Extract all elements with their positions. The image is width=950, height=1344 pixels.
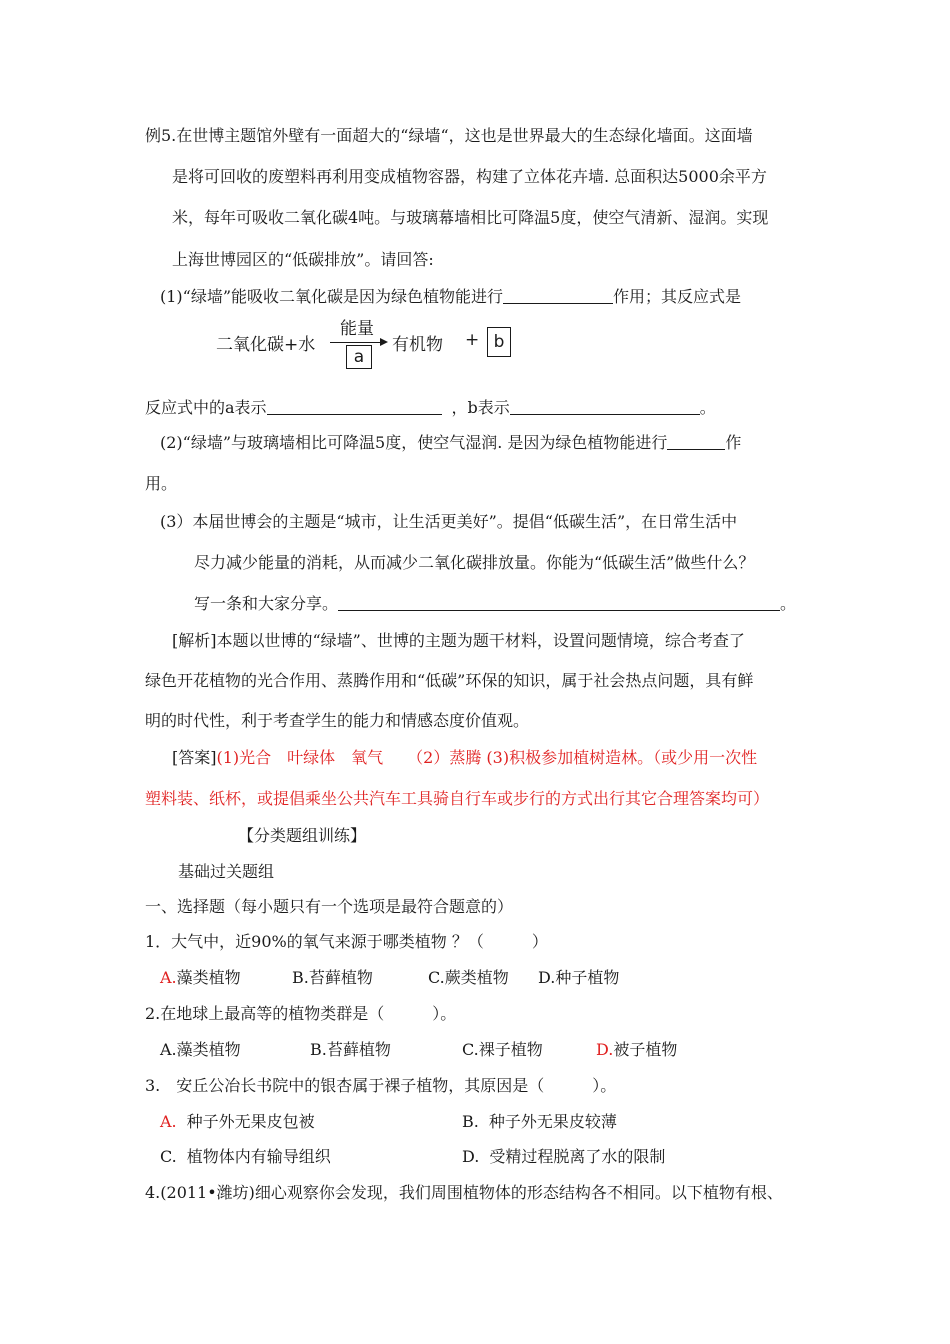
blank-b[interactable] xyxy=(510,398,700,415)
question-2-line-2: 用。 xyxy=(145,474,178,493)
option-text: 裸子植物 xyxy=(478,1040,543,1059)
equation-box-a: a xyxy=(346,345,372,369)
analysis-line-1: [解析]本题以世博的“绿墙”、世博的主题为题干材料，设置问题情境，综合考查了 xyxy=(172,631,745,650)
blank-a[interactable] xyxy=(267,398,442,415)
example-line-1: 例5.在世博主题馆外壁有一面超大的“绿墙“，这也是世界最大的生态绿化墙面。这面墙 xyxy=(145,126,753,145)
equation-energy-label: 能量 xyxy=(340,319,374,339)
option-text: 受精过程脱离了水的限制 xyxy=(489,1147,666,1166)
question-3-line-2: 尽力减少能量的消耗，从而减少二氧化碳排放量。你能为“低碳生活”做些什么？ xyxy=(194,553,755,572)
option-letter: B. xyxy=(292,968,309,987)
option-letter: D. xyxy=(462,1147,480,1166)
example-line-3: 米，每年可吸收二氧化碳4吨。与玻璃幕墙相比可降温5度，使空气清新、湿润。实现 xyxy=(172,208,769,227)
q2-option-b[interactable] xyxy=(310,1040,391,1060)
option-letter: A. xyxy=(160,1040,177,1059)
question-1b-mid: ，b表示 xyxy=(451,398,510,417)
question-1b-line xyxy=(145,398,716,418)
question-2-line-1 xyxy=(160,433,741,453)
q3-option-a[interactable] xyxy=(160,1112,315,1132)
answer-label: [答案] xyxy=(172,748,217,767)
equation-plus: + xyxy=(465,330,480,350)
option-letter: A. xyxy=(160,1112,177,1131)
option-letter: D. xyxy=(596,1040,614,1059)
option-text: 被子植物 xyxy=(613,1040,678,1059)
arrow-head-icon xyxy=(380,338,388,346)
equation-products: 有机物 xyxy=(392,335,443,355)
question-1-prefix: (1)“绿墙”能吸收二氧化碳是因为绿色植物能进行 xyxy=(160,287,504,306)
option-letter: D. xyxy=(538,968,556,987)
option-letter: C. xyxy=(462,1040,479,1059)
question-1-stem: 1．大气中，近90%的氧气来源于哪类植物 ？（ ） xyxy=(145,932,548,951)
answer-line-1 xyxy=(172,748,757,768)
blank-q3[interactable] xyxy=(338,594,780,611)
q1-option-a[interactable] xyxy=(160,968,241,988)
option-text: 苔藓植物 xyxy=(308,968,373,987)
option-text: 苔藓植物 xyxy=(326,1040,391,1059)
blank-q2[interactable] xyxy=(667,433,725,450)
answer-line-2: 塑料装、纸杯，或提倡乘坐公共汽车工具骑自行车或步行的方式出行其它合理答案均可） xyxy=(145,789,770,808)
equation-reactants: 二氧化碳+水 xyxy=(216,335,316,355)
option-text: 种子外无果皮较薄 xyxy=(488,1112,617,1131)
question-3-end: 。 xyxy=(780,594,797,613)
option-text: 蕨类植物 xyxy=(444,968,509,987)
question-3-line-1: (3）本届世博会的主题是“城市，让生活更美好”。提倡“低碳生活”，在日常生活中 xyxy=(160,512,738,531)
q2-option-d[interactable] xyxy=(596,1040,677,1060)
equation-arrow xyxy=(330,342,380,343)
question-2-suffix: 作 xyxy=(725,433,742,452)
question-3-prefix: 写一条和大家分享。 xyxy=(194,594,339,613)
q1-option-b[interactable] xyxy=(292,968,373,988)
question-1-line xyxy=(160,287,741,307)
q1-option-c[interactable] xyxy=(428,968,509,988)
example-line-4: 上海世博园区的“低碳排放”。请回答: xyxy=(172,250,434,269)
q2-option-a[interactable] xyxy=(160,1040,241,1060)
question-3-line-3 xyxy=(194,594,796,614)
q3-option-d[interactable] xyxy=(462,1147,665,1167)
question-2-stem: 2.在地球上最高等的植物类群是（ ）。 xyxy=(145,1004,457,1023)
q3-option-b[interactable] xyxy=(462,1112,617,1132)
analysis-line-3: 明的时代性，利于考查学生的能力和情感态度价值观。 xyxy=(145,711,530,730)
answer-text-1: (1)光合 叶绿体 氧气 （2）蒸腾 (3)积极参加植树造林。（或少用一次性 xyxy=(216,748,758,767)
part-heading: 一、选择题（每小题只有一个选项是最符合题意的） xyxy=(145,897,514,916)
question-1-suffix: 作用；其反应式是 xyxy=(613,287,742,306)
option-text: 植物体内有输导组织 xyxy=(186,1147,331,1166)
question-1b-end: 。 xyxy=(699,398,716,417)
option-letter: B. xyxy=(462,1112,479,1131)
equation-box-b: b xyxy=(487,327,511,357)
option-text: 藻类植物 xyxy=(176,1040,241,1059)
option-letter: C. xyxy=(428,968,445,987)
option-letter: B. xyxy=(310,1040,327,1059)
option-text: 种子植物 xyxy=(555,968,620,987)
blank-q1[interactable] xyxy=(503,287,613,304)
question-4-stem: 4.(2011•潍坊)细心观察你会发现，我们周围植物体的形态结构各不相同。以下植物有根、 xyxy=(145,1183,783,1202)
option-text: 种子外无果皮包被 xyxy=(186,1112,315,1131)
section-title: 【分类题组训练】 xyxy=(238,826,367,845)
option-text: 藻类植物 xyxy=(176,968,241,987)
q2-option-c[interactable] xyxy=(462,1040,543,1060)
question-3-stem: 3. 安丘公冶长书院中的银杏属于裸子植物，其原因是（ ）。 xyxy=(145,1076,617,1095)
q3-option-c[interactable] xyxy=(160,1147,331,1167)
question-2-prefix: (2)“绿墙”与玻璃墙相比可降温5度，使空气湿润. 是因为绿色植物能进行 xyxy=(160,433,668,452)
example-line-2: 是将可回收的废塑料再利用变成植物容器，构建了立体花卉墙. 总面积达5000余平方 xyxy=(172,167,767,186)
q1-option-d[interactable] xyxy=(538,968,619,988)
question-1b-prefix: 反应式中的a表示 xyxy=(145,398,267,417)
option-letter: C. xyxy=(160,1147,177,1166)
option-letter: A. xyxy=(160,968,177,987)
analysis-line-2: 绿色开花植物的光合作用、蒸腾作用和“低碳”环保的知识，属于社会热点问题，具有鲜 xyxy=(145,671,754,690)
section-subtitle: 基础过关题组 xyxy=(178,862,275,881)
